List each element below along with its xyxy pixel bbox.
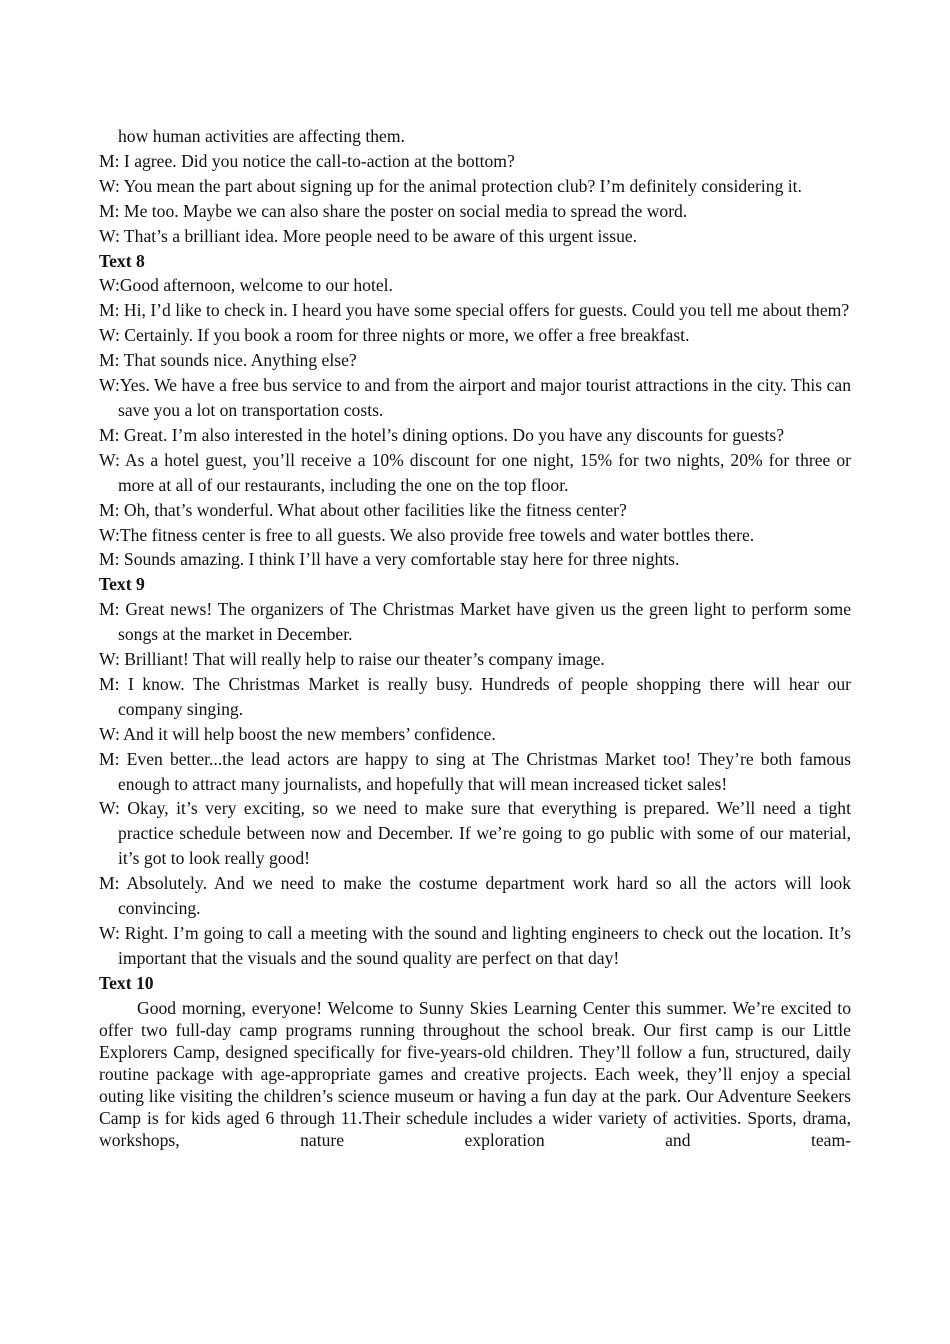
dialogue-line: W: Okay, it’s very exciting, so we need to make sure that everything is prepared. We’ll need a tight practice schedule between now and December. If we’re going to go public with some of our material, it’s got to look really good! xyxy=(99,798,851,869)
dialogue-line: W:The fitness center is free to all guests. We also provide free towels and water bottles there. xyxy=(99,524,755,545)
section-heading: Text 8 xyxy=(99,250,145,271)
document-body xyxy=(99,124,851,1151)
dialogue-line: W: Certainly. If you book a room for three nights or more, we offer a free breakfast. xyxy=(99,325,690,346)
dialogue-line: how human activities are affecting them. xyxy=(118,126,405,146)
dialogue-line: M: Absolutely. And we need to make the costume department work hard so all the actors will look convincing. xyxy=(99,873,851,919)
dialogue-line: W: Right. I’m going to call a meeting with the sound and lighting engineers to check out the location. It’s important that the visuals and the sound quality are perfect on that day! xyxy=(99,923,851,968)
dialogue-line: M: Great. I’m also interested in the hotel’s dining options. Do you have any discounts for guests? xyxy=(99,424,785,445)
dialogue-line: M: I know. The Christmas Market is really busy. Hundreds of people shopping there will hear our company singing. xyxy=(99,673,851,719)
dialogue-line: W: And it will help boost the new members’ confidence. xyxy=(99,723,496,744)
dialogue-line: W:Yes. We have a free bus service to and from the airport and major tourist attractions in the city. This can save you a lot on transportation costs. xyxy=(99,375,851,420)
dialogue-line: M: I agree. Did you notice the call-to-action at the bottom? xyxy=(99,150,515,171)
dialogue-line: W:Good afternoon, welcome to our hotel. xyxy=(99,275,393,296)
dialogue-line: W: As a hotel guest, you’ll receive a 10% discount for one night, 15% for two nights, 20% for three or more at all of our restaurants, including the one on the top floor. xyxy=(99,449,851,495)
dialogue-line: M: That sounds nice. Anything else? xyxy=(99,350,357,371)
dialogue-line: W: You mean the part about signing up for the animal protection club? I’m definitely considering it. xyxy=(99,175,802,196)
paragraph: Good morning, everyone! Welcome to Sunny Skies Learning Center this summer. We’re excited to offer two full-day camp programs running throughout the school break. Our first camp is our Little Explorers Camp, designed specifically for five-years-old children. They’ll follow a fun, structured, daily routine package with age-appropriate games and creative projects. Each week, they’ll enjoy a special outing like visiting the children’s science museum or having a fun day at the park. Our Adventure Seekers Camp is for kids aged 6 through 11.Their schedule includes a wider variety of activities. Sports, drama, workshops, nature exploration and team- xyxy=(99,997,851,1150)
dialogue-line: W: That’s a brilliant idea. More people need to be aware of this urgent issue. xyxy=(99,225,638,246)
dialogue-line: M: Oh, that’s wonderful. What about other facilities like the fitness center? xyxy=(99,499,627,520)
dialogue-line: M: Hi, I’d like to check in. I heard you have some special offers for guests. Could you tell me about them? xyxy=(99,300,850,321)
dialogue-line: M: Even better...the lead actors are happy to sing at The Christmas Market too! They’re both famous enough to attract many journalists, and hopefully that will mean increased ticket sales! xyxy=(99,748,851,794)
section-heading: Text 10 xyxy=(99,972,154,993)
dialogue-line: M: Me too. Maybe we can also share the poster on social media to spread the word. xyxy=(99,200,688,221)
dialogue-line: W: Brilliant! That will really help to raise our theater’s company image. xyxy=(99,649,605,670)
dialogue-line: M: Sounds amazing. I think I’ll have a very comfortable stay here for three nights. xyxy=(99,549,680,570)
dialogue-line: M: Great news! The organizers of The Christmas Market have given us the green light to perform some songs at the market in December. xyxy=(99,599,851,645)
section-heading: Text 9 xyxy=(99,574,145,595)
